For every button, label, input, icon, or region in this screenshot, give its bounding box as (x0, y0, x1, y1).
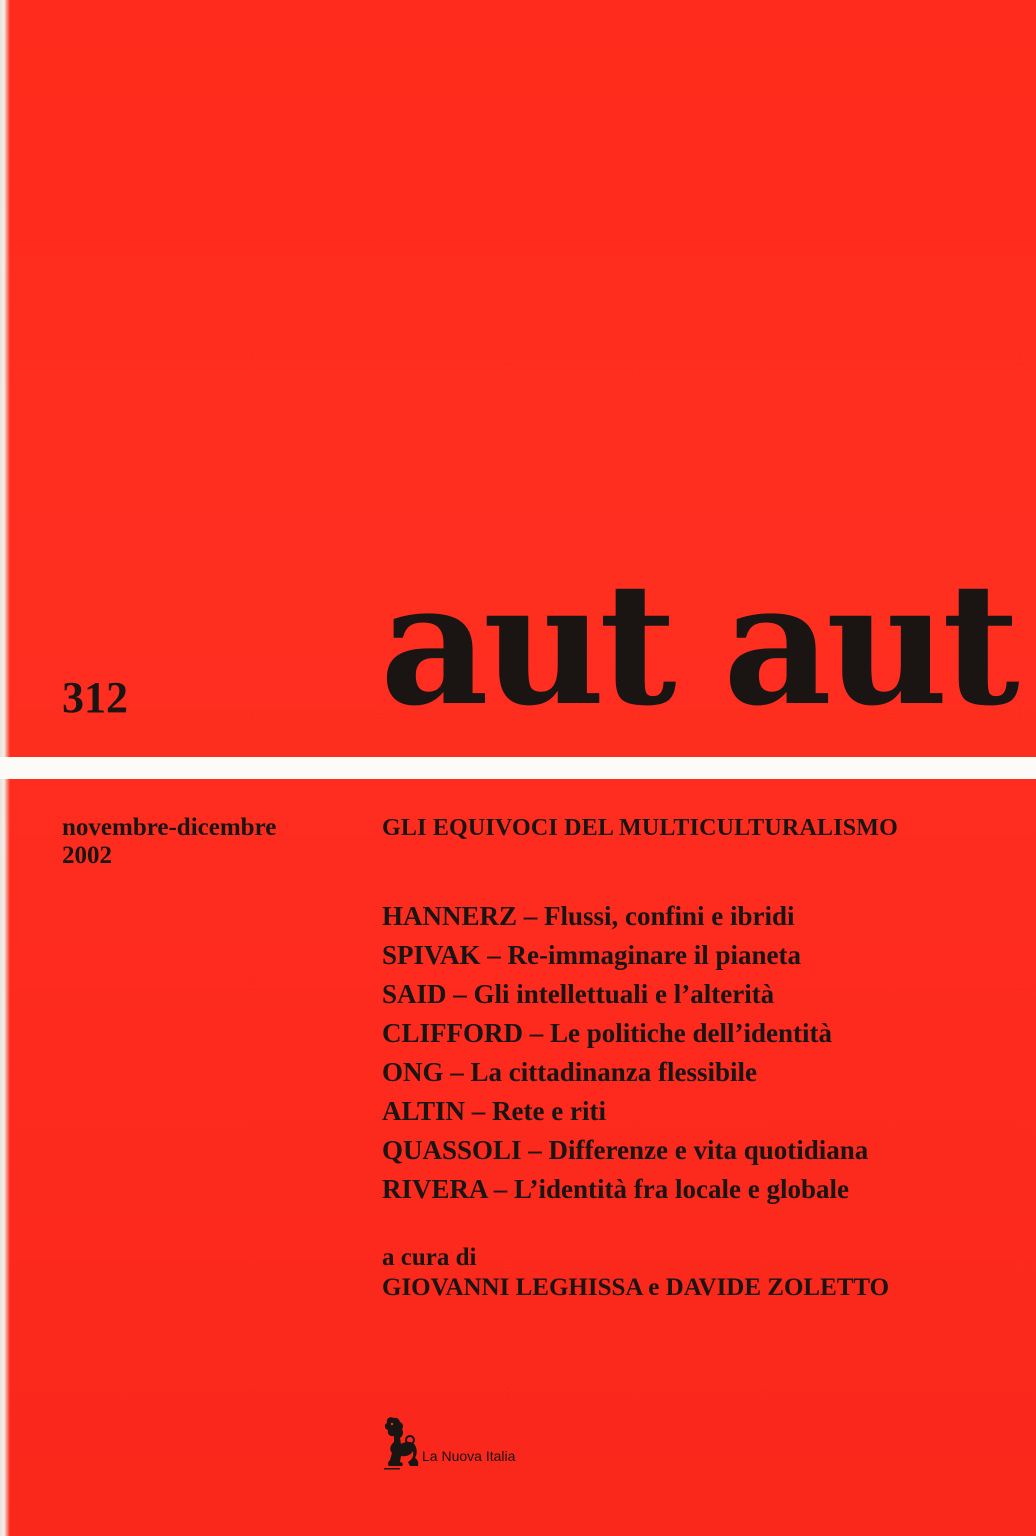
contents-entry: ALTIN – Rete e riti (382, 1096, 606, 1126)
editors-names: GIOVANNI LEGHISSA e DAVIDE ZOLETTO (382, 1274, 890, 1301)
contents-entry: QUASSOLI – Differenze e vita quotidiana (382, 1135, 869, 1165)
issue-number: 312 (62, 673, 128, 722)
issue-theme-title: GLI EQUIVOCI DEL MULTICULTURALISMO (382, 815, 899, 841)
contents-entry: HANNERZ – Flussi, confini e ibridi (382, 901, 795, 931)
issue-date-year: 2002 (62, 842, 112, 869)
lion-emblem-icon (380, 1412, 420, 1470)
contents-entry: SAID – Gli intellettuali e l’alterità (382, 979, 775, 1009)
contents-list (382, 897, 1022, 1209)
contents-entry: ONG – La cittadinanza flessibile (382, 1057, 758, 1087)
contents-entry: RIVERA – L’identità fra locale e globale (382, 1174, 849, 1204)
magazine-title: aut aut (380, 545, 1014, 743)
issue-date-months: novembre-dicembre (62, 814, 277, 841)
publisher-mark (380, 1410, 515, 1470)
contents-entry: CLIFFORD – Le politiche dell’identità (382, 1018, 832, 1048)
cover-text-column (382, 814, 1022, 1303)
editors-block (382, 1243, 1022, 1303)
editors-intro: a cura di (382, 1244, 477, 1271)
publisher-name: La Nuova Italia (422, 1448, 516, 1464)
contents-entry: SPIVAK – Re-immaginare il pianeta (382, 940, 802, 970)
issue-date (62, 814, 276, 870)
white-band-divider (0, 757, 1036, 779)
